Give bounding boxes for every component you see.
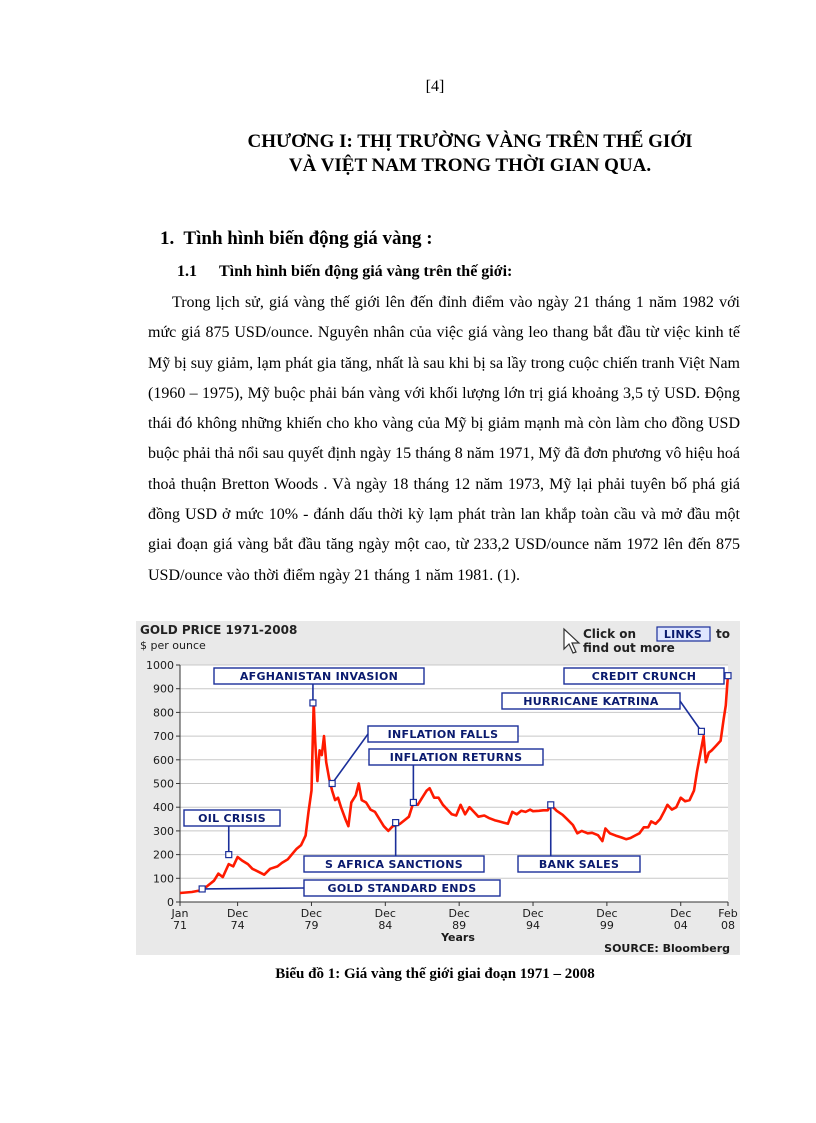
links-button-label: LINKS — [663, 628, 703, 641]
x-tick-label-top: Dec — [448, 907, 470, 920]
chart-title: GOLD PRICE 1971-2008 — [140, 623, 298, 637]
x-tick-label-bottom: 04 — [673, 919, 688, 932]
section-number: 1. — [160, 228, 175, 249]
x-tick-label-bottom: 89 — [452, 919, 467, 932]
y-tick-label: 100 — [153, 872, 174, 886]
x-tick-label-top: Feb — [718, 907, 738, 920]
annotation-marker — [393, 820, 399, 826]
annotation-label: INFLATION RETURNS — [389, 751, 523, 764]
x-tick-label-top: Dec — [374, 907, 396, 920]
x-tick-label-top: Dec — [670, 907, 692, 920]
y-tick-label: 400 — [153, 801, 174, 815]
figure-caption: Biểu đồ 1: Giá vàng thế giới giai đoạn 1971 – 2008 — [275, 966, 595, 982]
chapter-title — [150, 130, 790, 178]
chart-y-axis-label: $ per ounce — [140, 639, 206, 652]
annotation-marker — [698, 728, 704, 734]
x-tick-label-bottom: 84 — [378, 919, 393, 932]
x-tick-label-bottom: 71 — [173, 919, 187, 932]
y-tick-label: 700 — [153, 730, 174, 744]
y-tick-label: 1000 — [146, 659, 174, 672]
x-tick-label-top: Jan — [171, 907, 189, 920]
annotation-label: HURRICANE KATRINA — [523, 695, 659, 708]
annotation-marker — [199, 886, 205, 892]
click-note-suffix: to — [716, 627, 730, 641]
y-tick-label: 200 — [153, 848, 174, 862]
subsection-title: Tình hình biến động giá vàng trên thế giới: — [219, 263, 513, 280]
chart-svg — [136, 621, 740, 955]
x-tick-label-bottom: 08 — [721, 919, 735, 932]
gold-price-chart — [136, 621, 740, 955]
click-note-prefix: Click on — [583, 627, 637, 641]
chart-x-axis-label: Years — [441, 931, 475, 944]
x-tick-label-top: Dec — [300, 907, 323, 920]
annotation-label: S AFRICA SANCTIONS — [325, 858, 463, 871]
y-tick-label: 0 — [167, 896, 174, 909]
y-tick-label: 300 — [153, 824, 174, 838]
subsection-heading — [177, 263, 512, 281]
x-tick-label-bottom: 99 — [599, 919, 614, 932]
annotation-marker — [226, 852, 232, 858]
chart-source: SOURCE: Bloomberg — [604, 942, 730, 955]
annotation-label: INFLATION FALLS — [387, 728, 499, 741]
annotation-label: OIL CRISIS — [198, 812, 266, 825]
x-tick-label-top: Dec — [522, 907, 544, 920]
y-tick-label: 900 — [153, 682, 174, 696]
annotation-label: BANK SALES — [538, 858, 620, 871]
annotation-leader-line — [202, 888, 304, 889]
y-tick-label: 500 — [153, 777, 174, 791]
y-tick-label: 800 — [153, 706, 174, 720]
section-heading — [160, 228, 433, 250]
chapter-title-line-2: VÀ VIỆT NAM TRONG THỜI GIAN QUA. — [288, 155, 652, 176]
chapter-title-line-1: CHƯƠNG I: THỊ TRƯỜNG VÀNG TRÊN THẾ GIỚI — [247, 131, 693, 152]
subsection-number: 1.1 — [177, 263, 197, 280]
click-note-line2: find out more — [583, 641, 675, 655]
annotation-label: AFGHANISTAN INVASION — [239, 670, 399, 683]
x-tick-label-top: Dec — [226, 907, 249, 920]
x-tick-label-bottom: 74 — [230, 919, 245, 932]
annotation-label: GOLD STANDARD ENDS — [327, 882, 477, 895]
annotation-marker — [725, 673, 731, 679]
annotation-marker — [410, 799, 416, 805]
x-tick-label-bottom: 94 — [526, 919, 541, 932]
annotation-marker — [329, 781, 335, 787]
page-number: [4] — [425, 78, 445, 95]
annotation-marker — [548, 802, 554, 808]
annotation-marker — [310, 700, 316, 706]
x-tick-label-top: Dec — [596, 907, 618, 920]
section-title: Tình hình biến động giá vàng : — [183, 228, 433, 249]
y-tick-label: 600 — [153, 753, 174, 767]
x-tick-label-bottom: 79 — [304, 919, 319, 932]
body-paragraph: Trong lịch sử, giá vàng thế giới lên đến đỉnh điểm vào ngày 21 tháng 1 năm 1982 với mức giá 875 USD/ounce. Nguyên nhân của việc giá vàng leo thang bắt đầu từ việc kinh tế Mỹ bị suy giảm, lạm phát gia tăng, nhất là sau khi bị sa lầy trong cuộc chiến tranh Việt Nam (1960 – 1975), Mỹ buộc phải bán vàng với khối lượng lớn trị giá khoảng 3,5 tỷ USD. Động thái đó không những khiến cho kho vàng của Mỹ bị giảm mạnh mà còn làm cho đồng USD buộc phải thả nổi sau quyết định ngày 15 tháng 8 năm 1971, Mỹ đã đơn phương vô hiệu hoá thoả thuận Bretton Woods . Và ngày 18 tháng 12 năm 1973, Mỹ lại phải tuyên bố phá giá đồng USD ở mức 10% - đánh dấu thời kỳ lạm phát tràn lan khắp toàn cầu và mở đầu một giai đoạn giá vàng bắt đầu tăng ngày một cao, từ 233,2 USD/ounce năm 1972 lên đến 875 USD/ounce vào thời điểm ngày 21 tháng 1 năm 1981. (1). — [148, 294, 740, 584]
annotation-label: CREDIT CRUNCH — [591, 670, 697, 683]
